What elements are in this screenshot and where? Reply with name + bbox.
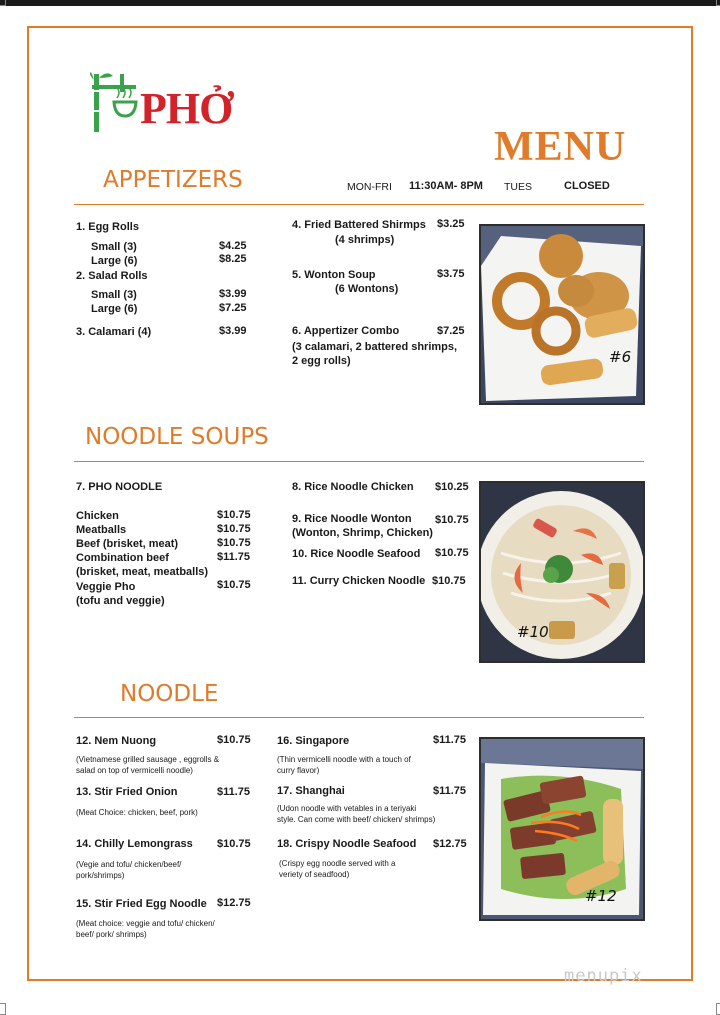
section-title-noodle-soups: NOODLE SOUPS — [85, 424, 269, 450]
item-price: $10.75 — [217, 537, 251, 549]
item-name: 16. Singapore — [277, 735, 350, 747]
brand-name: PHỞ — [140, 84, 233, 133]
appetizer-combo-photo — [479, 224, 645, 405]
item-description: pork/shrimps) — [76, 871, 125, 880]
item-option: Veggie Pho — [76, 581, 136, 593]
item-price: $11.75 — [433, 734, 467, 746]
item-description: style. Can come with beef/ chicken/ shrimps) — [277, 815, 436, 824]
section-title-appetizers: APPETIZERS — [103, 167, 243, 193]
seafood-noodle-soup-photo — [479, 481, 645, 663]
item-price: $12.75 — [217, 897, 251, 909]
item-option: Small (3) — [91, 241, 137, 253]
item-description: 2 egg rolls) — [292, 355, 351, 367]
item-name: 12. Nem Nuong — [76, 735, 157, 747]
item-price: $3.99 — [219, 288, 247, 300]
crop-mark — [0, 0, 6, 6]
item-name: 18. Crispy Noodle Seafood — [277, 838, 417, 850]
item-description: (Udon noodle with vetables in a teriyaki — [277, 804, 417, 813]
crop-mark — [716, 1003, 720, 1015]
item-price: $3.99 — [219, 325, 247, 337]
watermark: menupix — [564, 966, 643, 986]
item-option: Small (3) — [91, 289, 137, 301]
item-description: (Vietnamese grilled sausage , eggrolls & — [76, 755, 220, 764]
item-price: $3.75 — [437, 268, 465, 280]
item-price: $10.75 — [217, 523, 251, 535]
item-name: 3. Calamari (4) — [76, 326, 152, 338]
item-price: $10.75 — [435, 514, 469, 526]
food-photo-illustration — [481, 483, 643, 661]
item-subtitle: (Wonton, Shrimp, Chicken) — [292, 527, 433, 539]
item-price: $10.75 — [432, 575, 466, 587]
item-name: 5. Wonton Soup — [292, 269, 376, 281]
item-name: 14. Chilly Lemongrass — [76, 838, 193, 850]
item-price: $4.25 — [219, 240, 247, 252]
item-description: (3 calamari, 2 battered shrimps, — [292, 341, 458, 353]
item-name: 10. Rice Noodle Seafood — [292, 548, 421, 560]
item-price: $10.75 — [217, 838, 251, 850]
section-divider — [74, 204, 644, 205]
section-divider — [74, 717, 644, 718]
item-option: Large (6) — [91, 255, 138, 267]
item-description: (Vegie and tofu/ chicken/beef/ — [76, 860, 182, 869]
item-price: $11.75 — [433, 785, 467, 797]
item-description: veriety of seadfood) — [279, 870, 350, 879]
item-name: 15. Stir Fried Egg Noodle — [76, 898, 207, 910]
item-price: $10.75 — [435, 547, 469, 559]
hours-days: MON-FRI — [347, 181, 392, 193]
item-description: (Thin vermicelli noodle with a touch of — [277, 755, 411, 764]
item-price: $8.25 — [219, 253, 247, 265]
item-price: $10.75 — [217, 509, 251, 521]
item-name: 8. Rice Noodle Chicken — [292, 481, 414, 493]
nem-nuong-photo — [479, 737, 645, 921]
item-option: Large (6) — [91, 303, 138, 315]
top-bar — [0, 0, 720, 6]
item-name: 2. Salad Rolls — [76, 270, 148, 282]
item-name: 17. Shanghai — [277, 785, 345, 797]
item-name: 4. Fried Battered Shirmps — [292, 219, 426, 231]
item-name: 11. Curry Chicken Noodle — [292, 575, 426, 587]
item-name: 13. Stir Fried Onion — [76, 786, 178, 798]
item-name: 7. PHO NOODLE — [76, 481, 163, 493]
photo-number-tag: #12 — [585, 887, 617, 905]
item-price: $7.25 — [437, 325, 465, 337]
item-price: $3.25 — [437, 218, 465, 230]
item-name: 6. Appertizer Combo — [292, 325, 400, 337]
hours-time: 11:30AM- 8PM — [409, 180, 483, 192]
item-price: $12.75 — [433, 838, 467, 850]
item-name: 9. Rice Noodle Wonton — [292, 513, 412, 525]
item-option: Chicken — [76, 510, 119, 522]
item-option: Combination beef — [76, 552, 169, 564]
item-price: $10.75 — [217, 734, 251, 746]
item-price: $10.25 — [435, 481, 469, 493]
closed-day: TUES — [504, 181, 533, 193]
item-option: Meatballs — [76, 524, 127, 536]
item-price: $7.25 — [219, 302, 247, 314]
item-name: 1. Egg Rolls — [76, 221, 139, 233]
food-photo-illustration — [481, 739, 643, 919]
food-photo-illustration — [481, 226, 643, 403]
item-subtitle: (brisket, meat, meatballs) — [76, 566, 209, 578]
item-price: $11.75 — [217, 551, 251, 563]
menu-title: MENU — [494, 124, 627, 170]
item-option: Beef (brisket, meat) — [76, 538, 179, 550]
closed-label: CLOSED — [564, 180, 610, 192]
item-subtitle: (6 Wontons) — [335, 283, 399, 295]
photo-number-tag: #10 — [517, 623, 549, 641]
item-subtitle: (tofu and veggie) — [76, 595, 165, 607]
item-subtitle: (4 shrimps) — [335, 234, 395, 246]
item-description: salad on top of vermicelli noodle) — [76, 766, 193, 775]
item-description: (Meat Choice: chicken, beef, pork) — [76, 808, 198, 817]
crop-mark — [716, 0, 720, 6]
item-description: (Crispy egg noodle served with a — [279, 859, 396, 868]
item-description: (Meat choice: veggie and tofu/ chicken/ — [76, 919, 215, 928]
photo-number-tag: #6 — [609, 348, 632, 366]
item-price: $11.75 — [217, 786, 251, 798]
item-description: curry flavor) — [277, 766, 320, 775]
section-title-noodle: NOODLE — [120, 681, 219, 707]
item-price: $10.75 — [217, 579, 251, 591]
crop-mark — [0, 1003, 6, 1015]
section-divider — [74, 461, 644, 462]
item-description: beef/ pork/ shrimps) — [76, 930, 147, 939]
